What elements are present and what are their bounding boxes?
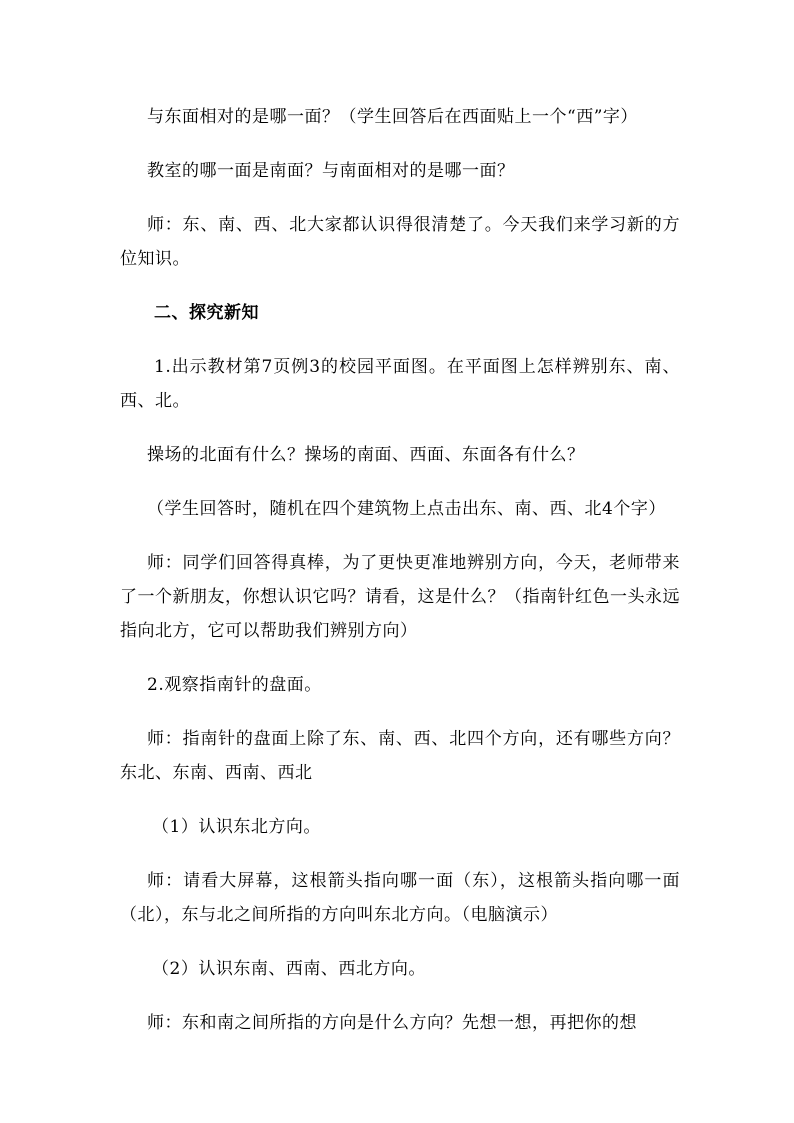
paragraph-teacher-intro: 师：东、南、西、北大家都认识得很清楚了。今天我们来学习新的方位知识。 — [120, 215, 680, 269]
document-body — [120, 100, 680, 1040]
paragraph-step-1: 1.出示教材第7页例3的校园平面图。在平面图上怎样辨别东、南、西、北。 — [120, 357, 680, 411]
paragraph-teacher-compass: 师：同学们回答得真棒，为了更快更准地辨别方向，今天，老师带来了一个新朋友，你想认识它吗？请看，这是什么？（指南针红色一头永远指向北方，它可以帮助我们辨别方向） — [120, 553, 680, 641]
paragraph-sub-1-northeast: （1）认识东北方向。 — [152, 817, 321, 837]
paragraph-teacher-east-south: 师：东和南之间所指的方向是什么方向？先想一想，再把你的想 — [147, 1013, 637, 1033]
paragraph-student-answer-note: （学生回答时，随机在四个建筑物上点击出东、南、西、北4个字） — [147, 499, 666, 519]
paragraph-question-east-opposite: 与东面相对的是哪一面？（学生回答后在西面贴上一个“西”字） — [147, 107, 638, 127]
paragraph-step-2: 2.观察指南针的盘面。 — [147, 675, 322, 695]
section-heading-explore: 二、探究新知 — [154, 303, 259, 323]
paragraph-teacher-directions: 师：指南针的盘面上除了东、南、西、北四个方向，还有哪些方向？东北、东南、西南、西北 — [120, 729, 680, 783]
paragraph-question-south: 教室的哪一面是南面？与南面相对的是哪一面？ — [147, 161, 515, 181]
paragraph-sub-2-other-directions: （2）认识东南、西南、西北方向。 — [152, 959, 426, 979]
paragraph-playground-question: 操场的北面有什么？操场的南面、西面、东面各有什么？ — [147, 445, 585, 465]
paragraph-teacher-screen: 师：请看大屏幕，这根箭头指向哪一面（东），这根箭头指向哪一面（北），东与北之间所指的方向叫东北方向。（电脑演示） — [120, 871, 680, 925]
